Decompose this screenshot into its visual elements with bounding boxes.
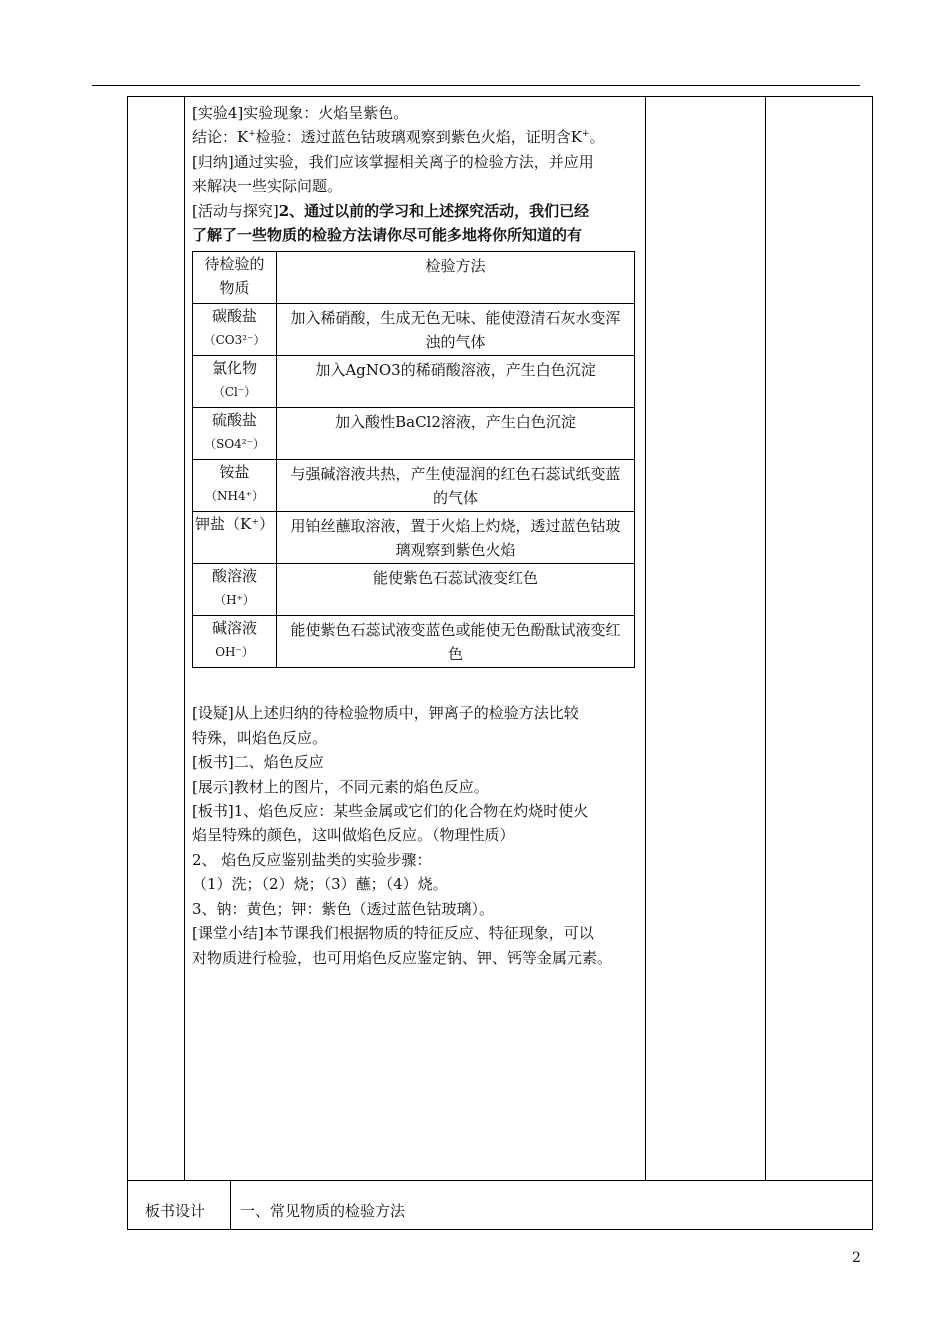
- table-row: [193, 616, 635, 668]
- method-cell: 能使紫色石蕊试液变红色: [277, 564, 635, 616]
- substance-cell: 酸溶液 （H⁺）: [193, 564, 277, 616]
- substance-cell: 铵盐 （NH4⁺）: [193, 460, 277, 512]
- content-line: （1）洗；（2）烧；（3）蘸；（4）烧。: [192, 875, 448, 894]
- content-line: 结论：K+检验：透过蓝色钴玻璃观察到紫色火焰，证明含K+。: [192, 128, 605, 147]
- lesson-content: [192, 101, 640, 970]
- content-line: 3、钠：黄色；钾：紫色（透过蓝色钴玻璃）。: [192, 899, 495, 918]
- substance-cell: 钾盐（K⁺）: [193, 512, 277, 564]
- table-header-substance: 待检验的 物质: [193, 252, 277, 304]
- content-line: 来解决一些实际问题。: [192, 177, 343, 196]
- content-line: [课堂小结]本节课我们根据物质的特征反应、特征现象，可以: [192, 924, 594, 943]
- method-cell: 与强碱溶液共热，产生使湿润的红色石蕊试纸变蓝的气体: [277, 460, 635, 512]
- substance-cell: 硫酸盐 （SO4²⁻）: [193, 408, 277, 460]
- content-line: [板书]二、焰色反应: [192, 753, 324, 772]
- method-cell: 能使紫色石蕊试液变蓝色或能使无色酚酞试液变红色: [277, 616, 635, 668]
- content-line: [实验4]实验现象：火焰呈紫色。: [192, 104, 409, 122]
- substance-cell: 碱溶液 OH⁻）: [193, 616, 277, 668]
- detection-methods-table: [192, 251, 635, 668]
- table-row: [193, 304, 635, 356]
- table-row: [193, 460, 635, 512]
- content-line: [设疑]从上述归纳的待检验物质中，钾离子的检验方法比较: [192, 704, 579, 723]
- method-cell: 加入酸性BaCl2溶液，产生白色沉淀: [277, 408, 635, 460]
- content-line: [展示]教材上的图片，不同元素的焰色反应。: [192, 777, 489, 796]
- method-cell: 加入AgNO3的稀硝酸溶液，产生白色沉淀: [277, 356, 635, 408]
- board-design-label: 板书设计: [145, 1202, 206, 1220]
- substance-cell: 碳酸盐 （CO3²⁻）: [193, 304, 277, 356]
- table-row: [193, 564, 635, 616]
- content-line: [活动与探究]2、通过以前的学习和上述探究活动，我们已经: [192, 201, 590, 220]
- method-cell: 加入稀硝酸，生成无色无味、能使澄清石灰水变浑浊的气体: [277, 304, 635, 356]
- page-number: 2: [852, 1250, 861, 1266]
- table-header-method: 检验方法: [277, 252, 635, 304]
- board-design-text: 一、常见物质的检验方法: [240, 1202, 406, 1220]
- content-line: 焰呈特殊的颜色，这叫做焰色反应。（物理性质）: [192, 826, 515, 845]
- content-line: 对物质进行检验，也可用焰色反应鉴定钠、钾、钙等金属元素。: [192, 948, 613, 967]
- method-cell: 用铂丝蘸取溶液，置于火焰上灼烧，透过蓝色钴玻璃观察到紫色火焰: [277, 512, 635, 564]
- table-row: [193, 356, 635, 408]
- table-row: [193, 408, 635, 460]
- header-rule: [92, 85, 860, 86]
- content-line: [板书]1、焰色反应：某些金属或它们的化合物在灼烧时使火: [192, 802, 589, 821]
- content-line: 特殊，叫焰色反应。: [192, 728, 328, 747]
- content-line: 2、 焰色反应鉴别盐类的实验步骤：: [192, 850, 432, 869]
- table-row: [193, 512, 635, 564]
- content-line: [归纳]通过实验，我们应该掌握相关离子的检验方法，并应用: [192, 152, 594, 171]
- content-line: 了解了一些物质的检验方法请你尽可能多地将你所知道的有: [192, 226, 583, 245]
- table-header-row: [193, 252, 635, 304]
- substance-cell: 氯化物 （Cl⁻）: [193, 356, 277, 408]
